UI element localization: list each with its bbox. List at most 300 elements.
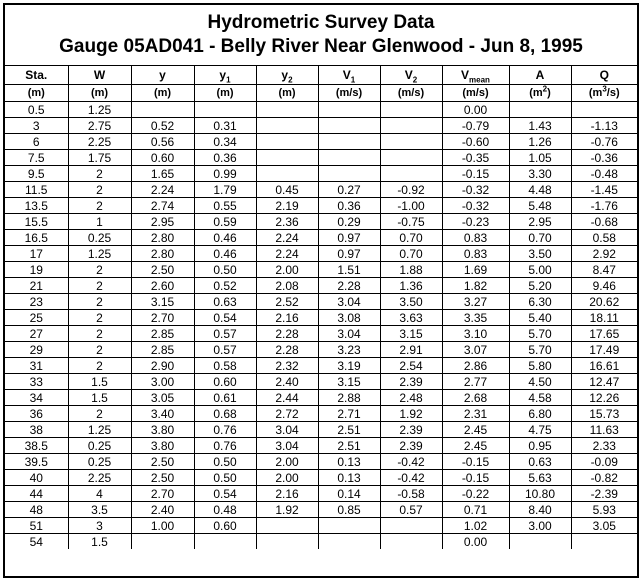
table-cell: 2 (68, 166, 131, 182)
table-cell: 17.65 (571, 326, 637, 342)
table-cell: -0.32 (442, 198, 509, 214)
table-row (5, 214, 637, 230)
table-cell: 2.77 (442, 374, 509, 390)
table-cell: 2.70 (131, 486, 194, 502)
column-header (318, 66, 380, 85)
table-cell: 0.76 (194, 422, 256, 438)
table-cell (318, 150, 380, 166)
table-cell: 1.00 (131, 518, 194, 534)
table-cell: -0.36 (571, 150, 637, 166)
table-cell: 2.71 (318, 406, 380, 422)
table-cell: 2.40 (256, 374, 318, 390)
table-cell (194, 534, 256, 550)
table-cell: -0.42 (380, 470, 442, 486)
table-cell: 0.63 (194, 294, 256, 310)
table-cell: 8.40 (509, 502, 571, 518)
table-cell: 2.19 (256, 198, 318, 214)
table-cell: 39.5 (5, 454, 68, 470)
table-cell: 27 (5, 326, 68, 342)
table-cell: 0.83 (442, 230, 509, 246)
table-cell: 2.48 (380, 390, 442, 406)
table-cell: 0.59 (194, 214, 256, 230)
table-cell: 1.05 (509, 150, 571, 166)
table-cell: 2 (68, 182, 131, 198)
unit-header (380, 85, 442, 102)
table-cell: 0.45 (256, 182, 318, 198)
table-cell: 2 (68, 406, 131, 422)
unit-tail: ) (547, 87, 551, 99)
table-cell: 1.92 (256, 502, 318, 518)
column-header-label: V (461, 68, 470, 82)
table-cell: -0.82 (571, 470, 637, 486)
table-row (5, 182, 637, 198)
table-row (5, 134, 637, 150)
survey-table (5, 66, 637, 549)
table-cell (318, 166, 380, 182)
table-cell: 0.13 (318, 454, 380, 470)
table-cell: 2.31 (442, 406, 509, 422)
table-cell: 0.50 (194, 470, 256, 486)
table-cell: 2.39 (380, 438, 442, 454)
table-cell (509, 102, 571, 118)
table-cell: 6.30 (509, 294, 571, 310)
table-cell: 0.50 (194, 262, 256, 278)
table-cell: -0.15 (442, 470, 509, 486)
title-block (5, 5, 637, 66)
unit-tail: /s) (606, 87, 620, 99)
table-cell: 2.00 (256, 454, 318, 470)
table-cell: -1.00 (380, 198, 442, 214)
table-row (5, 166, 637, 182)
table-cell: 13.5 (5, 198, 68, 214)
table-cell: 3.35 (442, 310, 509, 326)
table-cell: 2.40 (131, 502, 194, 518)
table-row (5, 342, 637, 358)
table-cell: 4.50 (509, 374, 571, 390)
table-cell: -1.13 (571, 118, 637, 134)
table-cell: 2.68 (442, 390, 509, 406)
table-cell: 2.50 (131, 454, 194, 470)
table-cell: 4.58 (509, 390, 571, 406)
column-header-subscript: 2 (412, 75, 418, 85)
table-cell: 1.36 (380, 278, 442, 294)
units-row (5, 85, 637, 102)
table-cell: 10.80 (509, 486, 571, 502)
unit-label: (m) (278, 87, 296, 99)
table-cell: 2.51 (318, 438, 380, 454)
table-cell: 3 (5, 118, 68, 134)
table-row (5, 502, 637, 518)
unit-header (571, 85, 637, 102)
table-cell: 1.51 (318, 262, 380, 278)
table-cell: 3.80 (131, 438, 194, 454)
column-header (509, 66, 571, 85)
table-row (5, 198, 637, 214)
table-cell: 0.56 (131, 134, 194, 150)
unit-label: (m) (27, 87, 45, 99)
column-header-label: W (93, 68, 106, 82)
table-row (5, 230, 637, 246)
table-cell: 0.97 (318, 246, 380, 262)
column-header-label: y (281, 68, 289, 82)
table-cell: 2.70 (131, 310, 194, 326)
table-cell (318, 134, 380, 150)
unit-header (442, 85, 509, 102)
table-cell: 11.5 (5, 182, 68, 198)
table-cell: 3.19 (318, 358, 380, 374)
table-cell: 3.04 (256, 438, 318, 454)
table-cell (256, 134, 318, 150)
table-cell: 0.54 (194, 486, 256, 502)
column-header-label: A (535, 68, 545, 82)
table-cell: 44 (5, 486, 68, 502)
table-cell: 0.60 (194, 374, 256, 390)
table-cell: 2.24 (131, 182, 194, 198)
table-cell: 3.15 (380, 326, 442, 342)
table-cell (318, 102, 380, 118)
table-cell (380, 134, 442, 150)
sheet-title: Hydrometric Survey Data (207, 12, 435, 33)
table-cell: 0.46 (194, 230, 256, 246)
table-cell: 3.08 (318, 310, 380, 326)
table-cell: 0.70 (509, 230, 571, 246)
table-cell: 0.36 (318, 198, 380, 214)
table-cell: 2.86 (442, 358, 509, 374)
table-cell: 2 (68, 342, 131, 358)
table-cell: 5.40 (509, 310, 571, 326)
table-cell: 34 (5, 390, 68, 406)
table-cell (318, 118, 380, 134)
table-cell: 2.85 (131, 326, 194, 342)
table-cell: 2.16 (256, 310, 318, 326)
table-cell: -2.39 (571, 486, 637, 502)
table-cell: 2.60 (131, 278, 194, 294)
column-header-label: Sta. (25, 68, 48, 82)
table-cell: -0.48 (571, 166, 637, 182)
column-header-subscript: 1 (350, 75, 356, 85)
table-cell: 1.75 (68, 150, 131, 166)
table-cell: 0.58 (194, 358, 256, 374)
unit-label: (m) (90, 87, 109, 99)
table-cell: 2.50 (131, 262, 194, 278)
table-cell: 2.39 (380, 422, 442, 438)
column-header (68, 66, 131, 85)
table-cell: 0.60 (131, 150, 194, 166)
table-cell: 7.5 (5, 150, 68, 166)
table-cell: 5.00 (509, 262, 571, 278)
table-cell: 15.5 (5, 214, 68, 230)
table-body (5, 102, 637, 550)
table-cell: 2 (68, 278, 131, 294)
table-cell: 2.80 (131, 246, 194, 262)
table-cell: 17.49 (571, 342, 637, 358)
table-row (5, 326, 637, 342)
table-cell: 0.83 (442, 246, 509, 262)
table-cell: -0.23 (442, 214, 509, 230)
table-cell: 2.28 (256, 342, 318, 358)
table-cell: 2.25 (68, 134, 131, 150)
table-cell: 5.93 (571, 502, 637, 518)
table-cell: 0.63 (509, 454, 571, 470)
table-cell: 6 (5, 134, 68, 150)
table-cell: 0.97 (318, 230, 380, 246)
table-cell: 1.25 (68, 422, 131, 438)
column-header (442, 66, 509, 85)
unit-label: (m (588, 87, 603, 99)
table-cell: 1.5 (68, 534, 131, 550)
table-cell: 0.70 (380, 230, 442, 246)
table-row (5, 422, 637, 438)
table-cell: 0.54 (194, 310, 256, 326)
table-cell: 2.51 (318, 422, 380, 438)
table-cell: 0.71 (442, 502, 509, 518)
unit-header (5, 85, 68, 102)
unit-label: (m/s) (462, 87, 489, 99)
table-row (5, 374, 637, 390)
unit-label: (m (529, 87, 543, 99)
table-cell: 23 (5, 294, 68, 310)
table-cell: 1.65 (131, 166, 194, 182)
table-cell (571, 102, 637, 118)
table-cell: 48 (5, 502, 68, 518)
table-cell: 2.75 (68, 118, 131, 134)
table-cell: 3.27 (442, 294, 509, 310)
table-cell: 33 (5, 374, 68, 390)
unit-label: (m/s) (335, 87, 363, 99)
table-cell: 3.15 (318, 374, 380, 390)
table-cell (380, 518, 442, 534)
table-cell: -1.76 (571, 198, 637, 214)
unit-header (318, 85, 380, 102)
unit-header (509, 85, 571, 102)
column-header (380, 66, 442, 85)
table-cell: 0.58 (571, 230, 637, 246)
table-cell: 3.00 (131, 374, 194, 390)
table-cell: 3.50 (509, 246, 571, 262)
table-cell: 5.70 (509, 326, 571, 342)
table-cell: 38 (5, 422, 68, 438)
table-cell: 0.50 (194, 454, 256, 470)
table-cell: 3.04 (256, 422, 318, 438)
table-cell: 0.00 (442, 534, 509, 550)
table-cell: 2.95 (509, 214, 571, 230)
table-cell (380, 102, 442, 118)
unit-label: (m/s) (397, 87, 425, 99)
table-cell: 3.63 (380, 310, 442, 326)
unit-header (194, 85, 256, 102)
table-cell: 5.20 (509, 278, 571, 294)
table-cell: -0.09 (571, 454, 637, 470)
table-cell: 2.52 (256, 294, 318, 310)
table-cell: 3.04 (318, 326, 380, 342)
table-cell: 0.95 (509, 438, 571, 454)
table-row (5, 470, 637, 486)
table-cell: 0.57 (194, 326, 256, 342)
table-cell: 17 (5, 246, 68, 262)
table-cell: 0.60 (194, 518, 256, 534)
table-cell: 5.80 (509, 358, 571, 374)
table-cell: 2.45 (442, 438, 509, 454)
table-cell: 2 (68, 310, 131, 326)
table-cell: 0.68 (194, 406, 256, 422)
table-cell: -0.22 (442, 486, 509, 502)
table-cell: 3.5 (68, 502, 131, 518)
table-cell: 0.25 (68, 438, 131, 454)
table-cell: 0.36 (194, 150, 256, 166)
table-cell: 1.43 (509, 118, 571, 134)
table-cell: 18.11 (571, 310, 637, 326)
table-cell: 2 (68, 358, 131, 374)
table-cell: 31 (5, 358, 68, 374)
column-header-subscript: 2 (288, 75, 293, 85)
table-cell: 1.82 (442, 278, 509, 294)
unit-header (131, 85, 194, 102)
table-row (5, 150, 637, 166)
table-cell: 3.40 (131, 406, 194, 422)
table-cell: 2 (68, 198, 131, 214)
table-cell: 3.05 (131, 390, 194, 406)
table-cell: 0.13 (318, 470, 380, 486)
table-cell (256, 118, 318, 134)
table-cell: 3.80 (131, 422, 194, 438)
table-row (5, 294, 637, 310)
table-cell: 1.88 (380, 262, 442, 278)
table-cell: 2.72 (256, 406, 318, 422)
table-cell: 0.61 (194, 390, 256, 406)
table-cell: 2 (68, 326, 131, 342)
table-cell: 1.26 (509, 134, 571, 150)
table-cell: 0.55 (194, 198, 256, 214)
table-cell: 15.73 (571, 406, 637, 422)
table-cell: 2.90 (131, 358, 194, 374)
table-cell: 0.29 (318, 214, 380, 230)
column-header (194, 66, 256, 85)
table-cell: 11.63 (571, 422, 637, 438)
table-cell (256, 102, 318, 118)
table-cell (318, 534, 380, 550)
table-cell: 2.28 (256, 326, 318, 342)
table-cell (131, 534, 194, 550)
table-cell (194, 102, 256, 118)
unit-superscript: 3 (602, 84, 607, 94)
unit-label: (m) (216, 87, 234, 99)
table-cell: -1.45 (571, 182, 637, 198)
table-row (5, 486, 637, 502)
table-cell: -0.15 (442, 454, 509, 470)
table-cell: 3.00 (509, 518, 571, 534)
table-cell: 12.26 (571, 390, 637, 406)
table-cell (509, 534, 571, 550)
table-cell: 2.39 (380, 374, 442, 390)
column-header-label: Q (599, 68, 609, 82)
column-header-subscript: 1 (226, 75, 231, 85)
column-header (256, 66, 318, 85)
table-cell: 6.80 (509, 406, 571, 422)
table-cell: -0.42 (380, 454, 442, 470)
table-cell: -0.79 (442, 118, 509, 134)
table-cell: 3.50 (380, 294, 442, 310)
table-cell: 2.00 (256, 470, 318, 486)
table-cell: 19 (5, 262, 68, 278)
table-cell: 5.48 (509, 198, 571, 214)
table-cell: 3.30 (509, 166, 571, 182)
table-cell (131, 102, 194, 118)
table-cell: 5.63 (509, 470, 571, 486)
table-cell: 1.69 (442, 262, 509, 278)
column-header (571, 66, 637, 85)
table-cell: -0.35 (442, 150, 509, 166)
table-cell: 3 (68, 518, 131, 534)
table-cell: 4.75 (509, 422, 571, 438)
table-cell (256, 166, 318, 182)
column-header-label: V (404, 68, 413, 82)
table-cell: 2.74 (131, 198, 194, 214)
table-cell: 0.34 (194, 134, 256, 150)
table-cell: 0.57 (194, 342, 256, 358)
table-cell: 1.5 (68, 374, 131, 390)
table-cell: 3.04 (318, 294, 380, 310)
table-row (5, 518, 637, 534)
table-cell: -0.92 (380, 182, 442, 198)
table-cell: 0.31 (194, 118, 256, 134)
table-cell: 2.32 (256, 358, 318, 374)
table-cell: 1.92 (380, 406, 442, 422)
table-cell: 0.25 (68, 230, 131, 246)
unit-header (68, 85, 131, 102)
table-cell (380, 118, 442, 134)
table-row (5, 262, 637, 278)
column-header (5, 66, 68, 85)
table-cell: 4.48 (509, 182, 571, 198)
table-cell: 0.57 (380, 502, 442, 518)
table-cell: 29 (5, 342, 68, 358)
table-cell (256, 150, 318, 166)
table-cell: 2.00 (256, 262, 318, 278)
column-header-label: y (219, 68, 227, 82)
table-cell: 2.24 (256, 246, 318, 262)
table-cell: 0.5 (5, 102, 68, 118)
table-row (5, 246, 637, 262)
table-cell: 1.79 (194, 182, 256, 198)
table-cell: 0.70 (380, 246, 442, 262)
unit-superscript: 2 (542, 84, 548, 94)
column-header-label: y (159, 68, 166, 82)
table-cell: 0.76 (194, 438, 256, 454)
table-cell (256, 518, 318, 534)
table-cell: 2.80 (131, 230, 194, 246)
header-row (5, 66, 637, 85)
column-header-subscript: mean (469, 75, 490, 85)
unit-header (256, 85, 318, 102)
table-row (5, 358, 637, 374)
table-cell: 9.5 (5, 166, 68, 182)
table-cell: 2 (68, 262, 131, 278)
table-cell: 1.5 (68, 390, 131, 406)
table-cell: 0.52 (131, 118, 194, 134)
table-cell: 2.91 (380, 342, 442, 358)
table-cell: 16.5 (5, 230, 68, 246)
survey-sheet (3, 3, 639, 578)
column-header-label: V (342, 68, 351, 82)
table-cell: -0.32 (442, 182, 509, 198)
table-cell: 0.85 (318, 502, 380, 518)
table-cell: 2.95 (131, 214, 194, 230)
table-cell: 2.92 (571, 246, 637, 262)
table-cell: 51 (5, 518, 68, 534)
unit-label: (m) (153, 87, 172, 99)
table-cell: 2 (68, 294, 131, 310)
table-row (5, 278, 637, 294)
